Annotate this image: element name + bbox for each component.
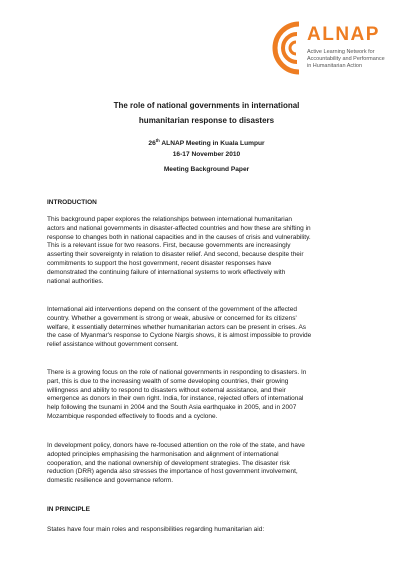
alnap-emblem-icon	[270, 20, 306, 76]
document-type: Meeting Background Paper	[163, 166, 250, 173]
paragraph: There is a growing focus on the role of national governments in responding to disasters. In part, this is due to the increasing wealth of some developing countries, their growing willingness and ability to respond to disasters without external assistance, and their emergence as donors in their own right. India, for instance, rejected offers of international help following the tsunami in 2004 and the South Asia earthquake in 2005, and in 2007 Mozambique responded effectively to floods and a cyclone.	[47, 369, 307, 420]
meeting-info	[0, 135, 413, 160]
heading-in-principle: IN PRINCIPLE	[47, 506, 90, 513]
alnap-logo	[270, 20, 390, 80]
logo-wordmark: ALNAP	[307, 24, 380, 45]
logo-tagline: Active Learning Network for Accountability and Performance in Humanitarian Action	[307, 49, 385, 69]
document-title: The role of national governments in international humanitarian response to disasters	[113, 101, 300, 125]
paragraph: In development policy, donors have re-focused attention on the role of the state, and have adopted principles emphasising the harmonisation and alignment of international cooperation, and the national ownership of development strategies. The disaster risk reduction (DRR) agenda also stresses the importance of host government involvement, domestic resilience and governance reform.	[47, 442, 305, 485]
heading-introduction: INTRODUCTION	[47, 199, 97, 206]
paragraph: This background paper explores the relationships between international humanitarian actors and national governments in disaster-affected countries and how these are shifting in response to changes both in national capacities and in the causes of crisis and vulnerability. This is a relevant issue for two reasons. First, because governments are increasingly asserting their sovereignty in relation to disaster relief. And second, because despite their commitments to support the host government, recent disaster responses have demonstrated the continuing failure of international systems to work effectively with national authorities.	[47, 216, 311, 285]
paragraph: International aid interventions depend on the consent of the government of the affected country. Whether a government is strong or weak, abusive or concerned for its citizens' welfare, it essentially determines whether humanitarian actors can be present in crises. As the case of Myanmar's response to Cyclone Nargis shows, it is almost impossible to provide relief assistance without government consent.	[47, 306, 312, 349]
meeting-name: 26th ALNAP Meeting in Kuala Lumpur	[148, 138, 265, 147]
meeting-dates: 16-17 November 2010	[172, 151, 241, 158]
paragraph: States have four main roles and responsibilities regarding humanitarian aid:	[47, 526, 265, 533]
